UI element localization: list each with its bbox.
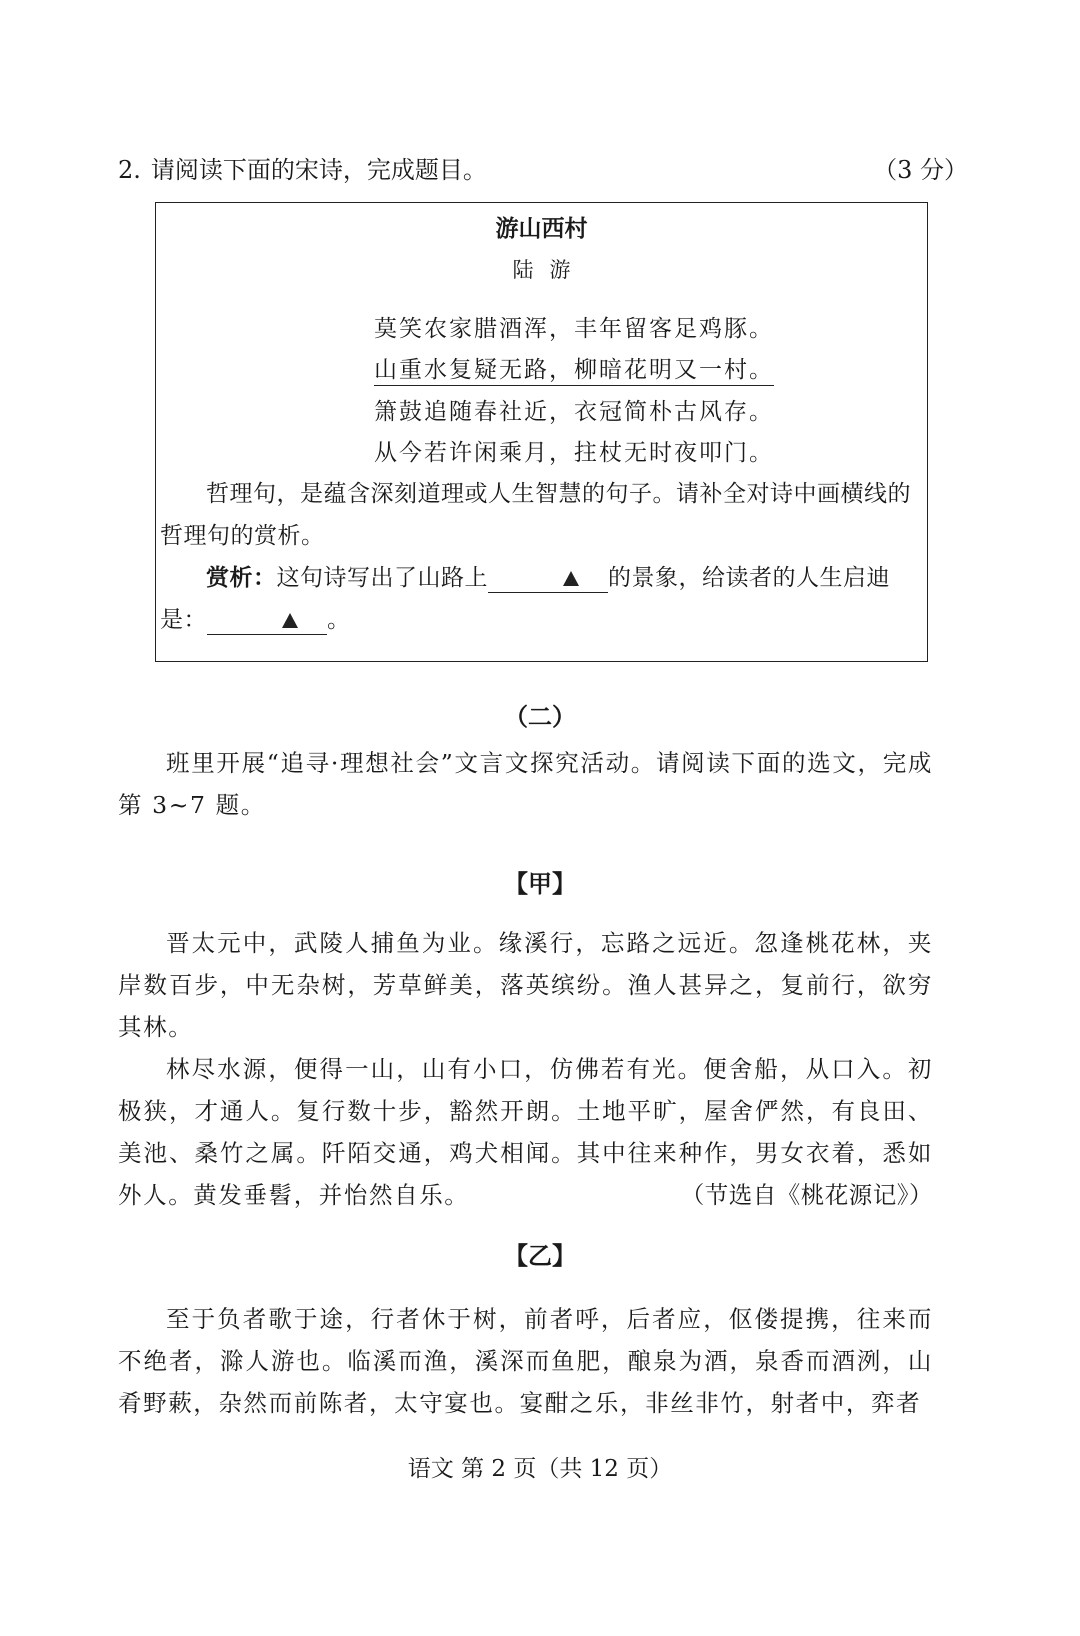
passage-source: （节选自《桃花源记》）	[680, 1181, 933, 1209]
answer-blank-1[interactable]	[488, 564, 608, 593]
answer-blank-2[interactable]	[207, 606, 327, 635]
question-instruction: 哲理句，是蕴含深刻道理或人生智慧的句子。请补全对诗中画横线的哲理句的赏析。	[160, 481, 911, 549]
analysis-text-2: 的景象，给读者的人生启迪是：	[160, 565, 890, 633]
passage-yi-paragraph-1: 至于负者歌于途，行者休于树，前者呼，后者应，伛偻提携，往来而不绝者，滁人游也。临溪而渔，溪深而鱼肥，酿泉为酒，泉香而酒洌，山肴野蔌，杂然而前陈者，太守宴也。宴酣之乐，非丝非竹，射者中，弈者	[118, 1305, 933, 1417]
poem-author: 陆游	[512, 258, 587, 282]
question-2-prompt-wrap	[118, 152, 487, 188]
poem-line-2-underlined: 山重水复疑无路，柳暗花明又一村。	[374, 355, 774, 386]
triangle-marker-icon	[282, 613, 298, 628]
passage-jia-paragraph-1: 晋太元中，武陵人捕鱼为业。缘溪行，忘路之远近。忽逢桃花林，夹岸数百步，中无杂树，芳草鲜美，落英缤纷。渔人甚异之，复前行，欲穷其林。	[118, 929, 933, 1041]
question-prompt: 请阅读下面的宋诗，完成题目。	[150, 156, 487, 184]
poem-title: 游山西村	[495, 216, 588, 242]
section-heading-2: （二）	[504, 703, 576, 731]
passage-yi	[118, 1298, 933, 1424]
poem-line-1: 莫笑农家腊酒浑，丰年留客足鸡豚。	[374, 316, 774, 342]
passage-yi-heading: 【乙】	[504, 1242, 576, 1270]
question-score: （3 分）	[873, 156, 968, 184]
poem-line-3: 箫鼓追随春社近，衣冠简朴古风存。	[374, 399, 774, 425]
poem-box	[155, 202, 928, 662]
analysis-line	[160, 557, 924, 641]
section-intro-text: 班里开展“追寻·理想社会”文言文探究活动。请阅读下面的选文，完成第 3~7 题。	[118, 749, 933, 819]
poem-line-4: 从今若许闲乘月，拄杖无时夜叩门。	[374, 440, 774, 466]
passage-jia-heading: 【甲】	[504, 870, 576, 898]
question-number: 2.	[118, 156, 141, 184]
question-instruction-block	[160, 473, 924, 641]
passage-jia-paragraph-2	[118, 1048, 933, 1216]
passage-jia	[118, 922, 933, 1216]
passage-jia-paragraph-2-text: 林尽水源，便得一山，山有小口，仿佛若有光。便舍船，从口入。初极狭，才通人。复行数十步，豁然开朗。土地平旷，屋舍俨然，有良田、美池、桑竹之属。阡陌交通，鸡犬相闻。其中往来种作，男女衣着，悉如外人。黄发垂髫，并怡然自乐。	[118, 1055, 933, 1209]
analysis-end: 。	[327, 607, 351, 633]
page-footer: 语文 第 2 页（共 12 页）	[407, 1456, 673, 1482]
section-2-intro	[118, 742, 933, 826]
analysis-label: 赏析：	[206, 565, 277, 591]
question-2-header	[118, 152, 968, 188]
analysis-text-1: 这句诗写出了山路上	[276, 565, 488, 591]
triangle-marker-icon	[563, 571, 579, 586]
